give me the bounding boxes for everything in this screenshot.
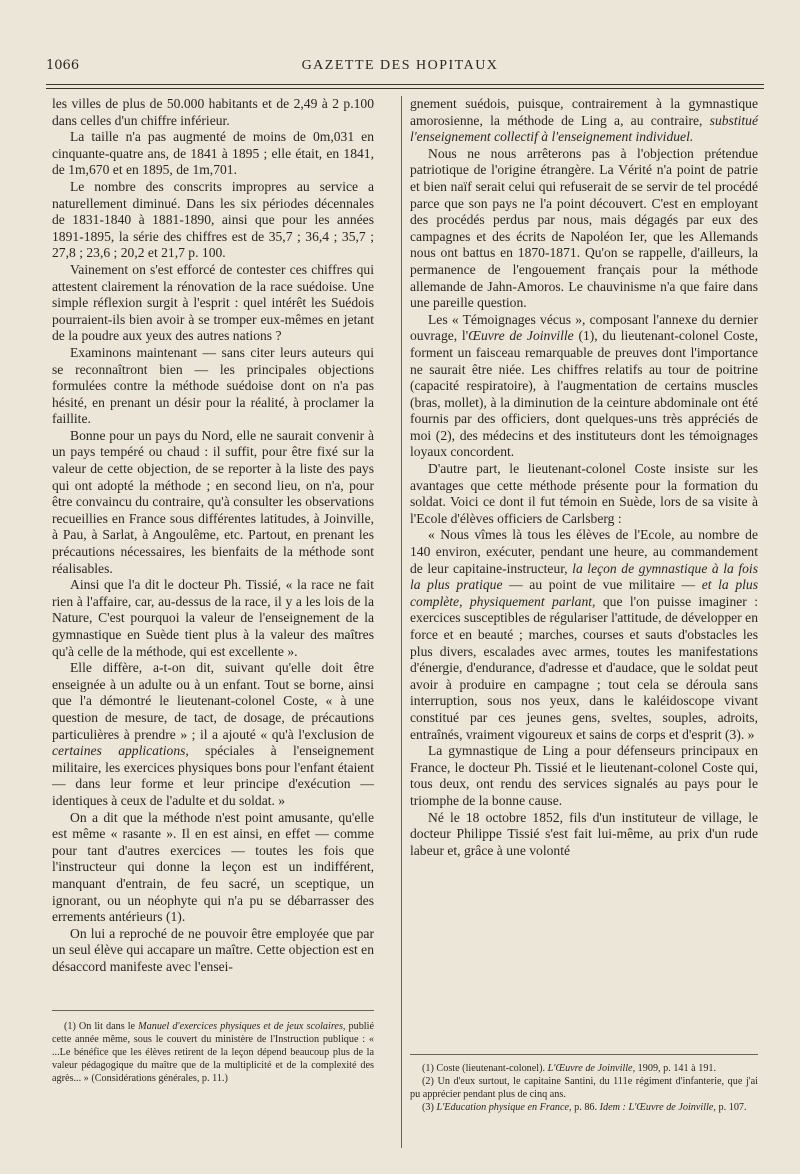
text-run: p. 86.: [571, 1102, 600, 1113]
text-run: 1909, p. 141 à 191.: [635, 1063, 717, 1074]
italic-run: la leçon de gymnastique à la fois la plus pratique: [410, 560, 758, 593]
paragraph: [52, 660, 374, 809]
text-run: (3): [422, 1102, 437, 1113]
italic-run: Idem : L'Œuvre de Joinville,: [599, 1102, 716, 1113]
italic-run: L'Education physique en France,: [436, 1102, 572, 1113]
paragraph: On a dit que la méthode n'est point amusante, qu'elle est même « rasante ». Il en est ainsi, en effet — comme pour tant d'autres exercices — toutes les fois que l'instructeur qui donne la leçon est un indifférent, manquant d'entrain, de feu sacré, un sceptique, un ignorant, ou un néophyte qui n'a pu se débarrasser des errements antérieurs (1).: [52, 809, 374, 925]
paragraph: [410, 527, 758, 743]
text-run: — au point de vue militaire —: [502, 577, 702, 593]
paragraph: Examinons maintenant — sans citer leurs auteurs qui se reconnaîtront bien — les principales objections formulées contre la méthode suédoise dont on n'a pas hésité, en prenant un désir pour la réalité, à proclamer la faillite.: [52, 344, 374, 427]
footnotes-right: [410, 1062, 758, 1114]
paragraph: On lui a reproché de ne pouvoir être employée que par un seul élève qui accapare un maître. Cette objection est en désaccord manifeste avec l'ensei-: [52, 925, 374, 974]
paragraph: [410, 96, 758, 146]
text-run: (1), du lieutenant-colonel Coste, forment un faisceau remarquable de preuves dont l'importance ne saurait être niée. Les chiffres relatifs au tour de poitrine (capacité respiratoire), à l'augmentation de certains muscles (bras, mollet), à la diminution de la ceinture abdominale ont été fournis par des officiers, dont quelques-uns très appréciés de moi (2), des médecins et des instituteurs dont les témoignages loyaux concordent.: [410, 328, 758, 460]
paragraph: D'autre part, le lieutenant-colonel Coste insiste sur les avantages que cette méthode présente pour la formation du soldat. Voici ce dont il fut témoin en Suède, lors de sa visite à l'Ecole d'élèves officiers de Carlsberg :: [410, 461, 758, 526]
paragraph: [410, 312, 758, 461]
italic-run: L'Œuvre de Joinville,: [547, 1063, 636, 1074]
paragraph: La taille n'a pas augmenté de moins de 0m,031 en cinquante-quatre ans, de 1841 à 1895 ; elle était, en 1841, de 1m,670 et en 1895, de 1m,701.: [52, 129, 374, 178]
paragraph: Bonne pour un pays du Nord, elle ne saurait convenir à un pays tempéré ou chaud : il suffit, pour être fixé sur la valeur de cette objection, de se reporter à la liste des pays qui ont adopté la méthode ; en second lieu, on n'a, pour être convaincu du contraire, qu'à consulter les observations recueillies en France sous différentes latitudes, à Joinville, à Pau, à Sarlat, à Angoulême, etc. Partout, en prenant les précautions nécessaires, les bienfaits de la méthode sont réalisables.: [52, 427, 374, 576]
text-run: publié cette année même, sous le couvert du ministère de l'Instruction publique : « ...Le bénéfice que les élèves retirent de la leçon dépend beaucoup plus de la valeur pédagogique du maître que de la multiplicité et de la complexité des agrès... » (Considérations générales, p. 11.): [52, 1021, 374, 1084]
right-column: [410, 96, 758, 859]
text-run: que l'on puisse imaginer : exercices susceptibles de régulariser l'attitude, de développer en force et en beauté ; marches, courses et sauts d'obstacles les plus divers, escalades avec armes, toutes les manifestations d'énergie, d'endurance, d'adresse et d'audace, que le soldat peut avoir à produire en campagne ; tout cela se déroula sans interruption, sous nos yeux, dans le kaléidoscope vivant constitué par ces jeunes gens, sveltes, souples, adroits, entraînés, vraiment vigoureux et sains de corps et d'esprit (3). »: [410, 593, 759, 742]
paragraph: Le nombre des conscrits impropres au service a naturellement diminué. Dans les six périodes décennales de 1831-1840 à 1881-1890, ainsi que pour les années 1891-1895, la série des chiffres est de 35,7 ; 36,4 ; 35,7 ; 27,8 ; 23,6 ; 20,2 et 21,7 p. 100.: [52, 178, 374, 261]
text-run: Elle diffère, a-t-on dit, suivant qu'elle doit être enseignée à un adulte ou à un enfant. Tout se borne, ainsi que l'a démontré le lieutenant-colonel Coste, « à une question de mesure, de tact, de dosage, de précautions particulières à prendre » ; il a ajouté « qu'à l'exclusion de: [52, 660, 374, 742]
footnote: [410, 1062, 758, 1075]
paragraph: Ainsi que l'a dit le docteur Ph. Tissié, « la race ne fait rien à l'affaire, car, au-dessus de la race, il y a les lois de la Nature, C'est pourquoi la valeur de l'enseignement de la gymnastique en Suède tient plus à la valeur des maîtres qu'à celle de la méthode, qui est excellente ».: [52, 577, 374, 659]
text-run: gnement suédois, puisque, contrairement à la gymnastique amorosienne, la méthode de Ling a, au contraire,: [410, 96, 758, 128]
page-number: 1066: [46, 58, 80, 73]
header-rule-top: [46, 84, 764, 85]
paragraph: La gymnastique de Ling a pour défenseurs principaux en France, le docteur Ph. Tissié et le lieutenant-colonel Coste qui, tous deux, ont rendu des services signalés au pays pour le triomphe de la bonne cause.: [410, 743, 758, 808]
text-run: spéciales à l'enseignement militaire, les exercices physiques bons pour l'enfant étaient — dans leur forme et leur principe d'exécution — identiques à ceux de l'adulte et du soldat. »: [52, 743, 374, 808]
paragraph: Vainement on s'est efforcé de contester ces chiffres qui attestent clairement la rénovation de la race suédoise. Une simple réflexion surgit à l'esprit : quel intérêt les Suédois pourraient-ils bien avoir à se tromper eux-mêmes en jetant de la poudre aux yeux des autres nations ?: [52, 261, 374, 344]
running-head: GAZETTE DES HOPITAUX: [301, 58, 499, 73]
footnote-rule-left: [52, 1010, 374, 1011]
footnote: (2) Un d'eux surtout, le capitaine Santini, du 111e régiment d'infanterie, que j'ai pu apprécier pendant plus de cinq ans.: [410, 1076, 758, 1100]
column-separator: [401, 96, 402, 1148]
italic-run: certaines applications,: [52, 743, 189, 759]
italic-run: Œuvre de Joinville: [468, 328, 574, 344]
text-run: (1) On lit dans le: [64, 1021, 139, 1032]
footnotes-left: [52, 1020, 374, 1085]
italic-run: et la plus complète, physiquement parlant,: [410, 577, 758, 609]
text-run: « Nous vîmes là tous les élèves de l'Ecole, au nombre de 140 environ, exécuter, pendant une heure, au commandement de leur capitaine-instructeur,: [410, 527, 758, 576]
text-run: p. 107.: [715, 1102, 747, 1113]
italic-run: substitué l'enseignement collectif à l'enseignement individuel.: [410, 112, 758, 145]
left-column: [52, 96, 374, 975]
paragraph: Né le 18 octobre 1852, fils d'un instituteur de village, le docteur Philippe Tissié s'est fait lui-même, au prix d'un rude labeur et, grâce à une volonté: [410, 809, 758, 858]
header-rule-bottom: [46, 88, 764, 89]
footnote-rule-right: [410, 1054, 758, 1055]
italic-run: Manuel d'exercices physiques et de jeux scolaires,: [138, 1021, 346, 1032]
paragraph: Nous ne nous arrêterons pas à l'objection prétendue patriotique de l'origine étrangère. La Vérité n'a point de patrie et bien naïf serait celui qui refuserait de se servir de tel procédé parce que son pays ne l'a point découvert. C'est en employant des procédés perdus par nous, mais dégagés par eux des campagnes et des écrits de Napoléon Ier, que les Allemands nous ont battus en 1870-1871. Qu'on se rappelle, d'ailleurs, la permanence de l'engouement français pour la méthode allemande de Jahn-Amoros. Le chauvinisme n'a que faire dans une pareille question.: [410, 145, 758, 311]
text-run: (1) Coste (lieutenant-colonel).: [422, 1063, 548, 1074]
footnote: [52, 1020, 374, 1085]
paragraph: les villes de plus de 50.000 habitants et de 2,49 à 2 p.100 dans celles d'un chiffre inférieur.: [52, 96, 374, 128]
footnote: [410, 1101, 758, 1114]
text-run: Les « Témoignages vécus », composant l'annexe du dernier ouvrage, l': [410, 311, 758, 344]
